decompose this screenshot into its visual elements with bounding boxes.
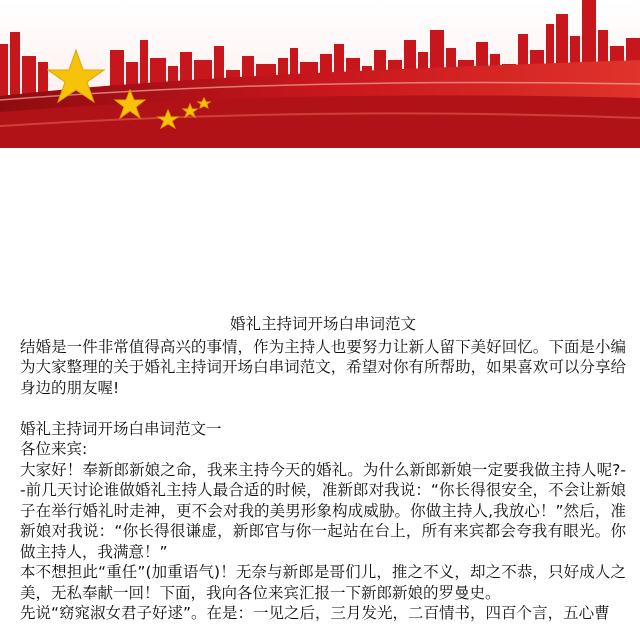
paragraph-3: 先说“窈窕淑女君子好逑”。在是：一见之后，三月发光，二百情书，四百个言，五心曹 [20,604,610,622]
paragraph-1: 大家好！奉新郎新娘之命，我来主持今天的婚礼。为什么新郎新娘一定要我做主持人呢?--前几天讨论谁做婚礼主持人最合适的时候，准新郎对我说：“你长得很安全，不会让新娘子在举行婚礼时走神，更不会对我的美男形象构成威胁。你做主持人,我放心！”然后，准新娘对我说：“你长得很谦虚，新郎官与你一起站在台上，所有来宾都会夸我有眼光。你做主持人，我满意！” [20,460,626,561]
greeting-line: 各位来宾: [20,440,88,458]
paragraph-2: 本不想担此“重任”(加重语气)！无奈与新郎是哥们儿，推之不义，却之不恭，只好成人之美，无私奉献一回！下面，我向各位来宾汇报一下新郎新娘的罗曼史。 [20,563,626,602]
blank-line [20,398,626,419]
document-body [20,314,626,624]
section-heading: 婚礼主持词开场白串词范文一 [20,419,222,438]
intro-paragraph: 结婚是一件非常值得高兴的事情，作为主持人也要努力让新人留下美好回忆。下面是小编为大家整理的关于婚礼主持词开场白串词范文，希望对你有所帮助，如果喜欢可以分享给身边的朋友喔! [20,337,626,397]
document-title: 婚礼主持词开场白串词范文 [229,315,416,333]
skyline-with-stars-image [0,0,640,148]
header-banner [0,0,640,148]
